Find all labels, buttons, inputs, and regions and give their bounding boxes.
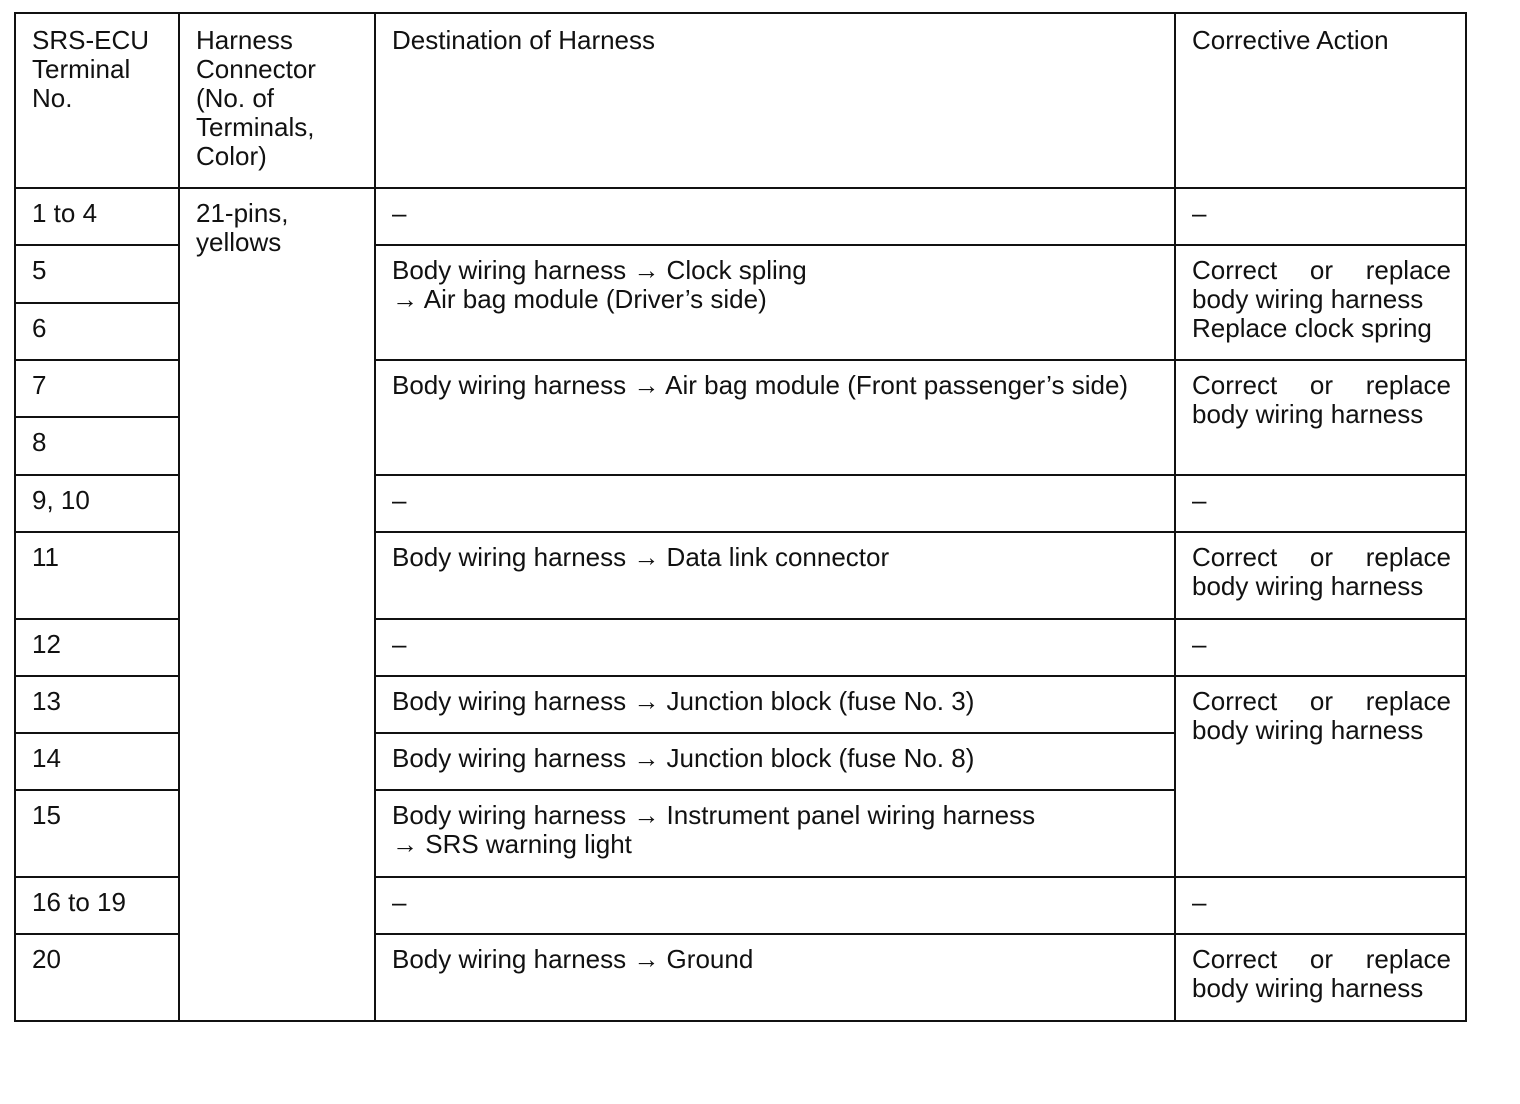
terminal-cell: 14 <box>15 733 179 790</box>
destination-cell: Body wiring harness → Junction block (fuse No. 8) <box>375 733 1175 790</box>
destination-cell: – <box>375 619 1175 676</box>
terminal-cell: 15 <box>15 790 179 877</box>
destination-cell: – <box>375 475 1175 532</box>
srs-ecu-terminal-table <box>14 12 1467 1022</box>
header-terminal-no: SRS-ECU Terminal No. <box>15 13 179 188</box>
terminal-cell: 8 <box>15 417 179 474</box>
action-cell: Correct or replace body wiring harness <box>1175 934 1466 1021</box>
header-corrective-action: Corrective Action <box>1175 13 1466 188</box>
header-destination: Destination of Harness <box>375 13 1175 188</box>
action-cell: Correct or replace body wiring harness Replace clock spring <box>1175 245 1466 360</box>
connector-cell: 21-pins, yellows <box>179 188 375 1021</box>
terminal-cell: 5 <box>15 245 179 302</box>
destination-cell: Body wiring harness → Ground <box>375 934 1175 1021</box>
header-harness-connector: Harness Connector (No. of Terminals, Color) <box>179 13 375 188</box>
destination-cell: Body wiring harness → Junction block (fuse No. 3) <box>375 676 1175 733</box>
destination-cell: Body wiring harness → Clock spling → Air bag module (Driver’s side) <box>375 245 1175 360</box>
table-row <box>15 188 1466 245</box>
action-cell: – <box>1175 188 1466 245</box>
terminal-cell: 9, 10 <box>15 475 179 532</box>
terminal-cell: 11 <box>15 532 179 619</box>
destination-cell: – <box>375 188 1175 245</box>
destination-cell: Body wiring harness → Instrument panel wiring harness → SRS warning light <box>375 790 1175 877</box>
terminal-cell: 12 <box>15 619 179 676</box>
srs-terminal-document <box>14 12 1465 1022</box>
destination-cell: – <box>375 877 1175 934</box>
action-cell: Correct or replace body wiring harness <box>1175 676 1466 877</box>
action-cell: Correct or replace body wiring harness <box>1175 532 1466 619</box>
table-header-row <box>15 13 1466 188</box>
terminal-cell: 13 <box>15 676 179 733</box>
terminal-cell: 16 to 19 <box>15 877 179 934</box>
action-cell: – <box>1175 619 1466 676</box>
terminal-cell: 1 to 4 <box>15 188 179 245</box>
action-cell: Correct or replace body wiring harness <box>1175 360 1466 475</box>
destination-cell: Body wiring harness → Air bag module (Front passenger’s side) <box>375 360 1175 475</box>
action-cell: – <box>1175 877 1466 934</box>
action-cell: – <box>1175 475 1466 532</box>
destination-cell: Body wiring harness → Data link connector <box>375 532 1175 619</box>
terminal-cell: 20 <box>15 934 179 1021</box>
terminal-cell: 6 <box>15 303 179 360</box>
terminal-cell: 7 <box>15 360 179 417</box>
